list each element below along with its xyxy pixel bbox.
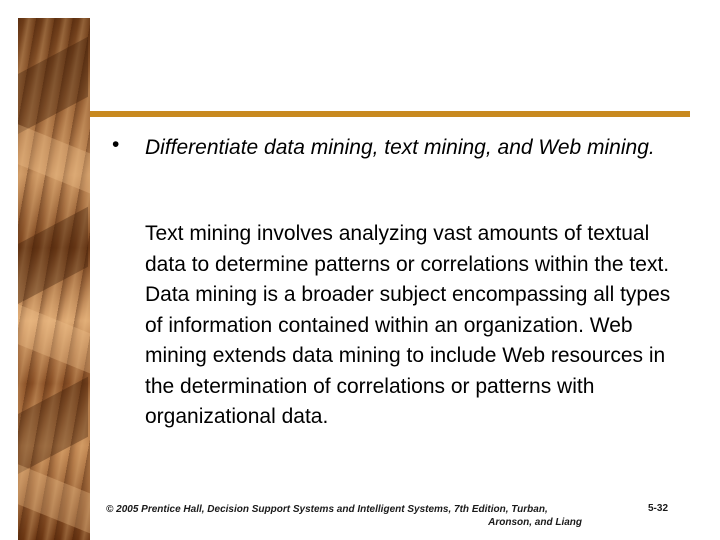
bullet-marker: • (112, 133, 120, 156)
wood-facet (18, 207, 88, 310)
bullet-text: Differentiate data mining, text mining, and Web mining. (145, 136, 655, 159)
wood-highlight (18, 302, 90, 374)
footer-citation (106, 503, 586, 529)
wood-texture-panel (18, 18, 90, 540)
wood-highlight (18, 462, 90, 534)
wood-facet (18, 37, 88, 140)
bullet-item (112, 133, 672, 162)
footer-line-2: Aronson, and Liang (488, 517, 582, 528)
footer-line-1: © 2005 Prentice Hall, Decision Support Systems and Intelligent Systems, 7th Edition, Turban, (106, 504, 548, 515)
wood-facet (18, 377, 88, 480)
page-number: 5-32 (648, 503, 669, 514)
title-divider-rule (90, 111, 690, 117)
wood-highlight (18, 122, 90, 194)
body-paragraph: Text mining involves analyzing vast amounts of textual data to determine patterns or correlations within the text. Data mining is a broader subject encompassing all types of information contained within an organization. Web mining extends data mining to include Web resources in the determination of correlations or patterns with organizational data. (145, 222, 671, 428)
